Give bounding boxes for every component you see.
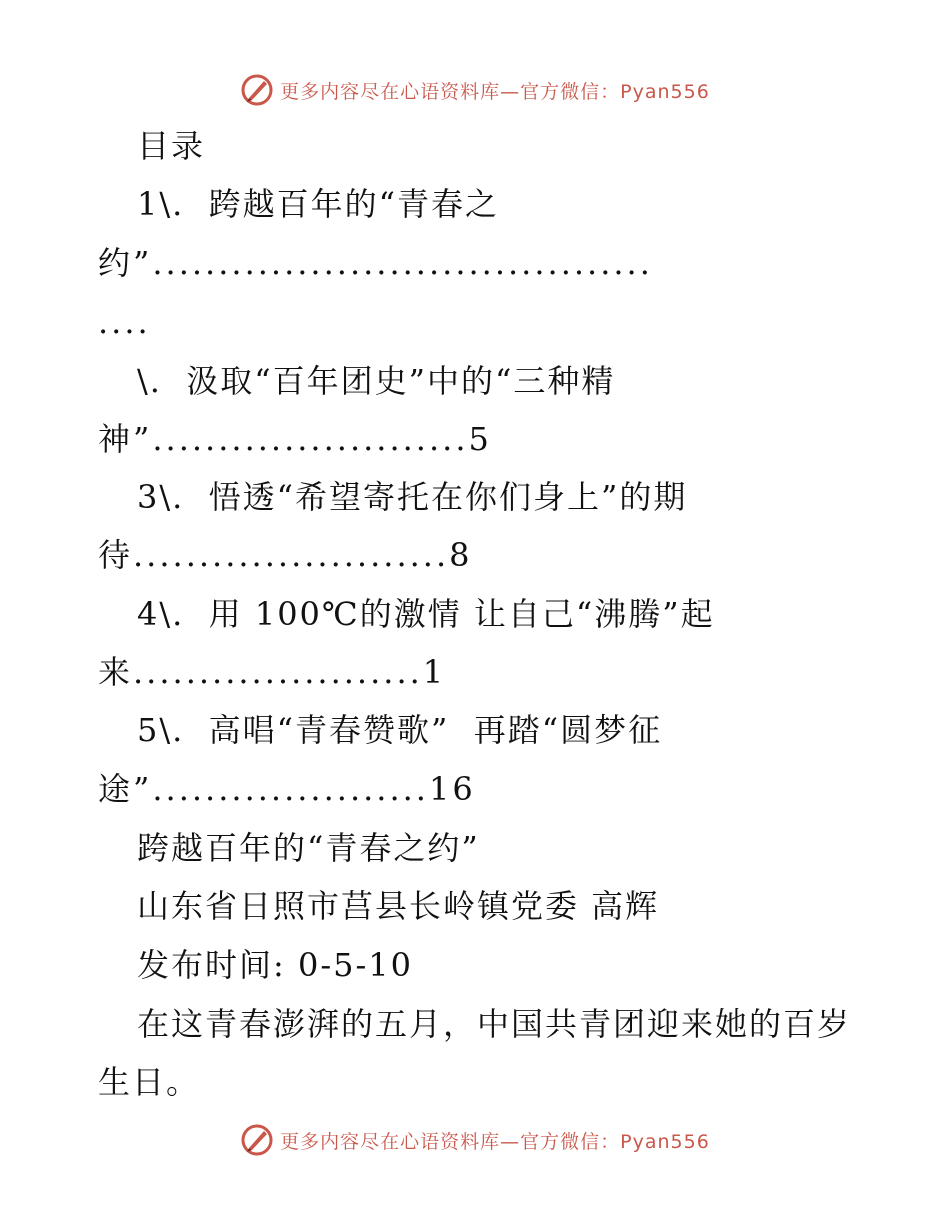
article-title: 跨越百年的“青春之约” [137, 829, 480, 867]
header-watermark [0, 70, 950, 110]
toc-entry-3-leader: 待........................8 [98, 536, 473, 574]
toc-title: 目录 [137, 127, 206, 165]
toc-entry-5-head: 5\. 高唱“青春赞歌” 再踏“圆梦征 [137, 711, 663, 749]
pen-logo-icon [240, 1123, 274, 1157]
watermark-text: 更多内容尽在心语资料库—官方微信：Pyan556 [280, 80, 710, 103]
article-body-line-1: 在这青春澎湃的五月，中国共青团迎来她的百岁 [137, 1005, 852, 1043]
toc-entry-3-head: 3\. 悟透“希望寄托在你们身上”的期 [137, 478, 688, 516]
toc-entry-2-head: \. 汲取“百年团史”中的“三种精 [137, 362, 616, 400]
footer-watermark [0, 1120, 950, 1160]
toc-entry-4-leader: 来......................1 [98, 653, 447, 691]
toc-entry-4-head: 4\. 用 100℃的激情 让自己“沸腾”起 [137, 595, 715, 633]
toc-entry-2-leader: 神”........................5 [98, 420, 492, 458]
toc-entry-1-head: 1\. 跨越百年的“青春之 [137, 185, 500, 223]
toc-entry-1-leader: 约”...................................... [98, 244, 653, 282]
toc-entry-5-leader: 途”.....................16 [98, 770, 476, 808]
article-date: 发布时间: 0-5-10 [137, 946, 414, 984]
article-author: 山东省日照市莒县长岭镇党委 高辉 [137, 887, 660, 925]
pen-logo-icon [240, 73, 274, 107]
toc-entry-1-leader-cont: .... [98, 303, 151, 341]
article-body-line-2: 生日。 [98, 1063, 201, 1101]
watermark-text: 更多内容尽在心语资料库—官方微信：Pyan556 [280, 1130, 710, 1153]
